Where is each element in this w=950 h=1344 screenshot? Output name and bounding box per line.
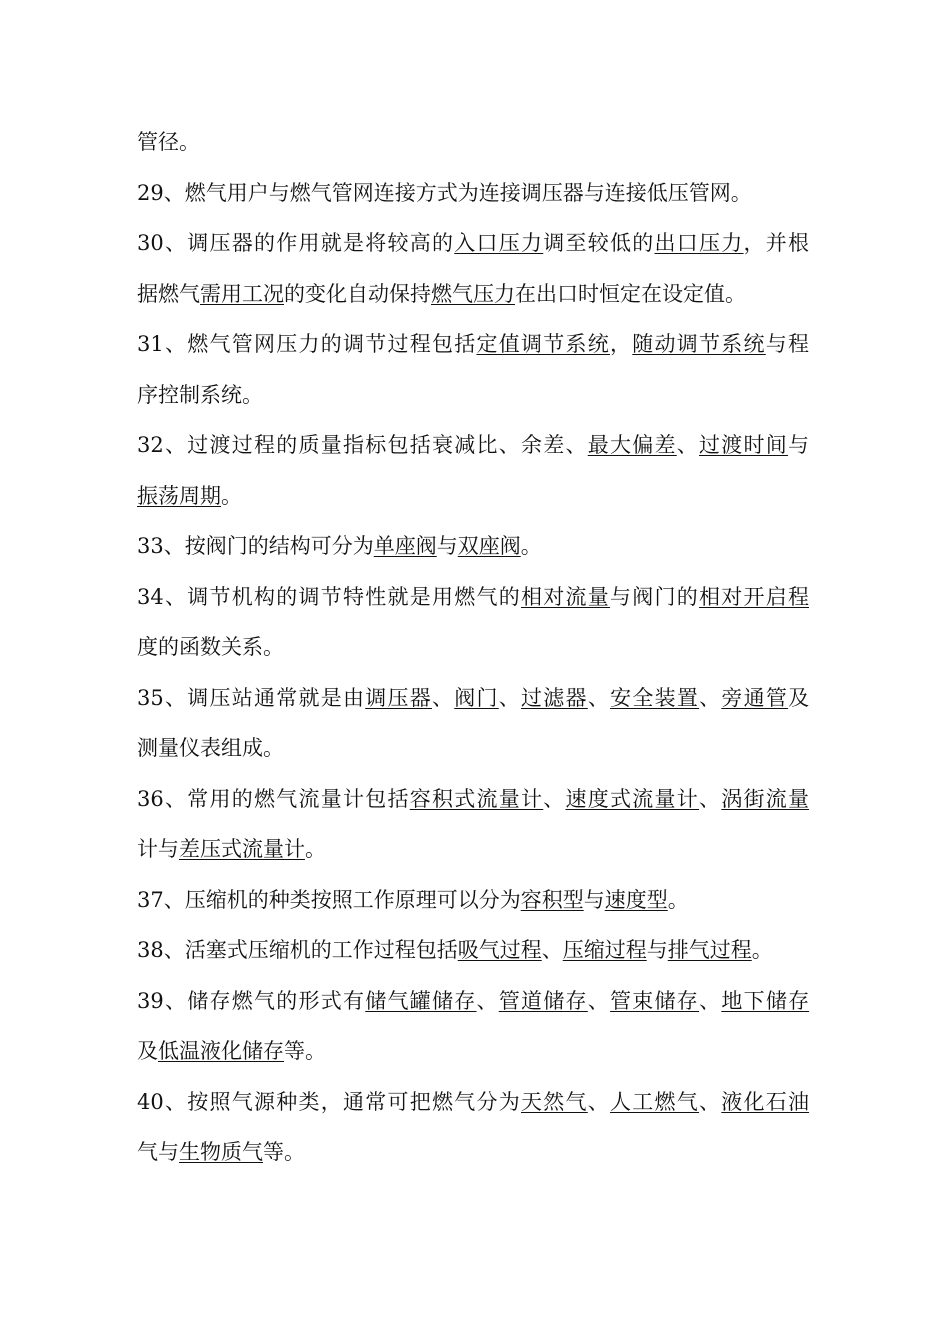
text-line xyxy=(137,1127,809,1178)
text-segment: 33、按阀门的结构可分为 xyxy=(137,534,374,558)
text-segment: 、 xyxy=(699,685,722,710)
text-line xyxy=(137,1026,809,1077)
text-segment: 。 xyxy=(667,887,689,912)
text-segment: 及 xyxy=(137,1039,158,1063)
text-line xyxy=(137,269,809,320)
text-segment: 与 xyxy=(646,938,668,962)
text-segment: 计与 xyxy=(137,837,179,861)
underlined-answer: 人工燃气 xyxy=(610,1089,700,1114)
text-segment: 37、压缩机的种类按照工作原理可以分为 xyxy=(137,887,521,912)
underlined-answer: 振荡周期 xyxy=(137,483,221,508)
underlined-answer: 过渡时间 xyxy=(699,433,789,457)
underlined-answer: 速度式流量计 xyxy=(565,786,700,811)
text-segment: 管径。 xyxy=(137,130,200,154)
underlined-answer: 管道储存 xyxy=(498,988,588,1013)
underlined-answer: 出口压力 xyxy=(654,231,744,255)
text-segment: 调至较低的 xyxy=(543,231,655,255)
underlined-answer: 需用工况 xyxy=(200,281,284,306)
text-line xyxy=(137,925,809,976)
text-segment: 、 xyxy=(541,938,563,962)
text-segment: 据燃气 xyxy=(137,281,200,306)
text-segment: 40、按照气源种类，通常可把燃气分为 xyxy=(137,1089,521,1114)
underlined-answer: 定值调节系统 xyxy=(476,332,610,356)
text-segment: 度的函数关系。 xyxy=(137,635,284,659)
text-segment: 等。 xyxy=(263,1140,305,1164)
text-line xyxy=(137,420,809,471)
text-segment: 序控制系统。 xyxy=(137,382,263,407)
text-segment: 。 xyxy=(520,534,542,558)
text-segment: ， xyxy=(610,332,633,356)
text-segment: 、 xyxy=(699,786,722,811)
text-segment: 与阀门的 xyxy=(610,584,700,609)
text-segment: 气与 xyxy=(137,1140,179,1164)
text-line xyxy=(137,319,809,370)
underlined-answer: 过滤器 xyxy=(521,685,588,710)
underlined-answer: 旁通管 xyxy=(721,685,789,710)
text-segment: 。 xyxy=(221,483,242,508)
text-segment: 、 xyxy=(587,685,611,710)
text-segment: ，并根 xyxy=(743,231,810,255)
underlined-answer: 速度型 xyxy=(604,887,668,912)
underlined-answer: 压缩过程 xyxy=(562,938,647,962)
text-segment: 、 xyxy=(476,988,499,1013)
underlined-answer: 阀门 xyxy=(454,685,499,710)
underlined-answer: 最大偏差 xyxy=(587,433,677,457)
underlined-answer: 地下储存 xyxy=(721,988,810,1013)
text-line xyxy=(137,168,809,219)
underlined-answer: 燃气压力 xyxy=(431,281,515,306)
underlined-answer: 入口压力 xyxy=(454,231,544,255)
text-segment: 、 xyxy=(587,1089,611,1114)
underlined-answer: 天然气 xyxy=(520,1089,588,1114)
underlined-answer: 双座阀 xyxy=(457,534,521,558)
underlined-answer: 相对流量 xyxy=(520,584,610,609)
underlined-answer: 差压式流量计 xyxy=(179,837,305,861)
text-line xyxy=(137,370,809,421)
text-line xyxy=(137,875,809,926)
text-segment: 29、燃气用户与燃气管网连接方式为连接调压器与连接低压管网。 xyxy=(137,180,752,205)
text-segment: 与 xyxy=(436,534,458,558)
underlined-answer: 单座阀 xyxy=(373,534,437,558)
text-segment: 与 xyxy=(583,887,605,912)
text-segment: 与 xyxy=(788,433,810,457)
text-segment: 、 xyxy=(699,1089,722,1114)
underlined-answer: 涡街流量 xyxy=(721,786,810,811)
text-line xyxy=(137,673,809,724)
text-segment: 、 xyxy=(543,786,566,811)
text-segment: 、 xyxy=(498,685,522,710)
text-line xyxy=(137,622,809,673)
text-segment: 31、燃气管网压力的调节过程包括 xyxy=(137,332,477,356)
underlined-answer: 液化石油 xyxy=(721,1089,810,1114)
text-segment: 的变化自动保持 xyxy=(284,281,431,306)
text-segment: 测量仪表组成。 xyxy=(137,736,284,760)
text-line xyxy=(137,1077,809,1128)
underlined-answer: 调压器 xyxy=(365,685,432,710)
underlined-answer: 储气罐储存 xyxy=(365,988,477,1013)
text-line xyxy=(137,471,809,522)
underlined-answer: 管束储存 xyxy=(610,988,700,1013)
underlined-answer: 容积式流量计 xyxy=(409,786,544,811)
text-segment: 、 xyxy=(587,988,611,1013)
text-line xyxy=(137,218,809,269)
text-segment: 及 xyxy=(788,685,810,710)
underlined-answer: 低温液化储存 xyxy=(158,1039,284,1063)
text-segment: 、 xyxy=(676,433,700,457)
text-segment: 在出口时恒定在设定值。 xyxy=(515,281,746,306)
text-segment: 36、常用的燃气流量计包括 xyxy=(137,786,410,811)
underlined-answer: 随动调节系统 xyxy=(632,332,766,356)
text-segment: 38、活塞式压缩机的工作过程包括 xyxy=(137,938,458,962)
text-line xyxy=(137,723,809,774)
text-line xyxy=(137,976,809,1027)
text-segment: 39、储存燃气的形式有 xyxy=(137,988,366,1013)
underlined-answer: 安全装置 xyxy=(610,685,700,710)
text-line xyxy=(137,572,809,623)
text-segment: 30、调压器的作用就是将较高的 xyxy=(137,231,455,255)
underlined-answer: 容积型 xyxy=(520,887,584,912)
text-segment: 32、过渡过程的质量指标包括衰减比、余差、 xyxy=(137,433,588,457)
text-line xyxy=(137,117,809,168)
underlined-answer: 相对开启程 xyxy=(699,584,810,609)
text-line xyxy=(137,774,809,825)
underlined-answer: 排气过程 xyxy=(667,938,752,962)
text-segment: 等。 xyxy=(284,1039,326,1063)
text-line xyxy=(137,521,809,572)
text-line xyxy=(137,824,809,875)
document-body xyxy=(137,117,809,1178)
text-segment: 。 xyxy=(305,837,326,861)
text-segment: 。 xyxy=(751,938,773,962)
underlined-answer: 吸气过程 xyxy=(457,938,542,962)
text-segment: 与程 xyxy=(765,332,810,356)
underlined-answer: 生物质气 xyxy=(179,1140,263,1164)
text-segment: 、 xyxy=(699,988,722,1013)
text-segment: 34、调节机构的调节特性就是用燃气的 xyxy=(137,584,521,609)
text-segment: 、 xyxy=(432,685,455,710)
text-segment: 35、调压站通常就是由 xyxy=(137,685,366,710)
